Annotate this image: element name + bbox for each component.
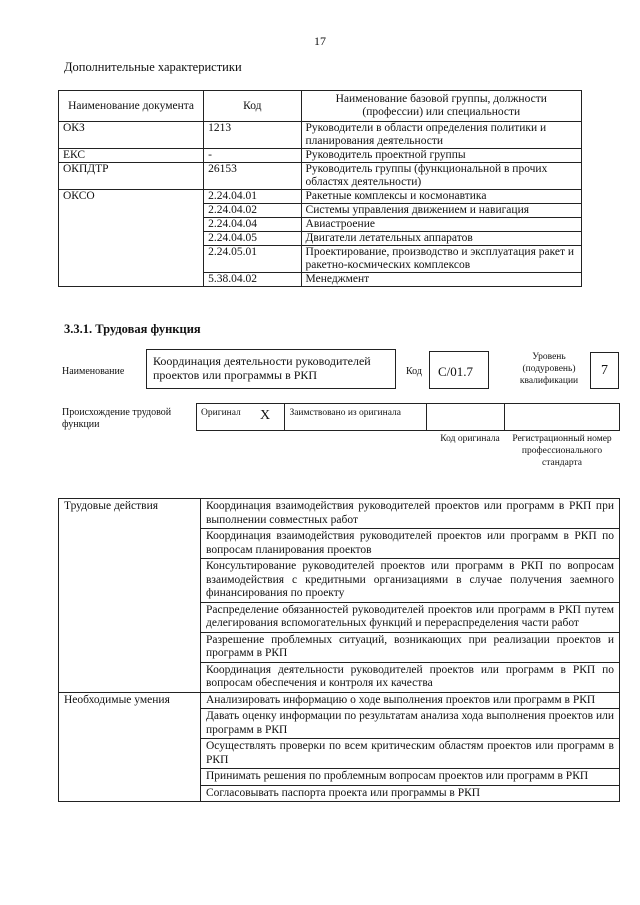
origin-table <box>196 403 620 431</box>
required-skills-label: Необходимые умения <box>59 692 201 802</box>
cell-name: Менеджмент <box>301 273 581 287</box>
cell-name: Руководитель группы (функциональной в прочих областях деятельности) <box>301 163 581 190</box>
original-mark: X <box>260 404 285 431</box>
function-code-value: С/01.7 <box>429 351 489 389</box>
table-row <box>59 190 582 204</box>
table-row <box>59 149 582 163</box>
cell-code: 26153 <box>204 163 301 190</box>
labor-action-item: Координация взаимодействия руководителей проектов или программ в РКП при выполнении совместных работ <box>201 499 620 529</box>
cell-name: Двигатели летательных аппаратов <box>301 232 581 246</box>
function-name-value: Координация деятельности руководителей проектов или программы в РКП <box>146 349 396 389</box>
cell-name: Руководитель проектной группы <box>301 149 581 163</box>
cell-doc: ЕКС <box>59 149 204 163</box>
header-group-name: Наименование базовой группы, должности (профессии) или специальности <box>301 91 581 122</box>
skill-item: Осуществлять проверки по всем критическим областям проектов или программ в РКП <box>201 739 620 769</box>
cell-name: Системы управления движением и навигация <box>301 204 581 218</box>
registration-number-label: Регистрационный номер профессионального стандарта <box>512 434 612 468</box>
table-header-row <box>59 91 582 122</box>
skill-item: Анализировать информацию о ходе выполнения проектов или программ в РКП <box>201 692 620 709</box>
borrowed-label: Заимствовано из оригинала <box>285 404 426 431</box>
cell-code: 2.24.04.04 <box>204 218 301 232</box>
labor-action-item: Разрешение проблемных ситуаций, возникающих при реализации проектов и программ в РКП <box>201 632 620 662</box>
cell-doc: ОКПДТР <box>59 163 204 190</box>
additional-characteristics-title: Дополнительные характеристики <box>64 60 242 74</box>
qualification-level-label: Уровень (подуровень) квалификации <box>519 352 579 386</box>
header-code: Код <box>204 91 301 122</box>
table-row <box>59 163 582 190</box>
skill-item: Принимать решения по проблемным вопросам проектов или программ в РКП <box>201 769 620 786</box>
labor-action-item: Координация взаимодействия руководителей проектов или программ в РКП по вопросам планирования проектов <box>201 529 620 559</box>
cell-code: 1213 <box>204 122 301 149</box>
labor-action-item: Координация деятельности руководителей проектов или программ в РКП по вопросам обеспечения и контроля их качества <box>201 662 620 692</box>
additional-characteristics-table <box>58 90 582 287</box>
cell-code: 2.24.05.01 <box>204 246 301 273</box>
original-label: Оригинал <box>197 404 261 431</box>
qualification-level-value: 7 <box>590 352 619 389</box>
skill-item: Согласовывать паспорта проекта или программы в РКП <box>201 785 620 802</box>
code-original-label: Код оригинала <box>440 434 500 444</box>
name-label: Наименование <box>62 366 125 377</box>
cell-doc: ОКСО <box>59 190 204 287</box>
skill-item: Давать оценку информации по результатам анализа хода выполнения проектов или программ в РКП <box>201 709 620 739</box>
cell-name: Проектирование, производство и эксплуатация ракет и ракетно-космических комплексов <box>301 246 581 273</box>
labor-function-table <box>58 498 620 802</box>
table-row <box>59 122 582 149</box>
reg-number-cell <box>505 404 620 431</box>
section-title: 3.3.1. Трудовая функция <box>64 322 201 336</box>
cell-code: 2.24.04.02 <box>204 204 301 218</box>
table-row <box>59 499 620 529</box>
labor-actions-label: Трудовые действия <box>59 499 201 693</box>
cell-code: 2.24.04.01 <box>204 190 301 204</box>
cell-doc: ОКЗ <box>59 122 204 149</box>
table-row <box>59 692 620 709</box>
origin-label: Происхождение трудовой функции <box>62 407 172 430</box>
cell-code: 5.38.04.02 <box>204 273 301 287</box>
page-number: 17 <box>314 34 326 48</box>
labor-action-item: Распределение обязанностей руководителей проектов или программ в РКП путем делегирования вспомогательных функций и перераспределения части работ <box>201 602 620 632</box>
cell-code: 2.24.04.05 <box>204 232 301 246</box>
code-original-cell <box>426 404 504 431</box>
header-document-name: Наименование документа <box>59 91 204 122</box>
code-label: Код <box>406 366 422 377</box>
cell-name: Ракетные комплексы и космонавтика <box>301 190 581 204</box>
cell-name: Руководители в области определения политики и планирования деятельности <box>301 122 581 149</box>
labor-action-item: Консультирование руководителей проектов или программ в РКП по вопросам взаимодействия с кредитными организациями в случае получения заемного финансирования по проекту <box>201 559 620 603</box>
cell-name: Авиастроение <box>301 218 581 232</box>
cell-code: - <box>204 149 301 163</box>
